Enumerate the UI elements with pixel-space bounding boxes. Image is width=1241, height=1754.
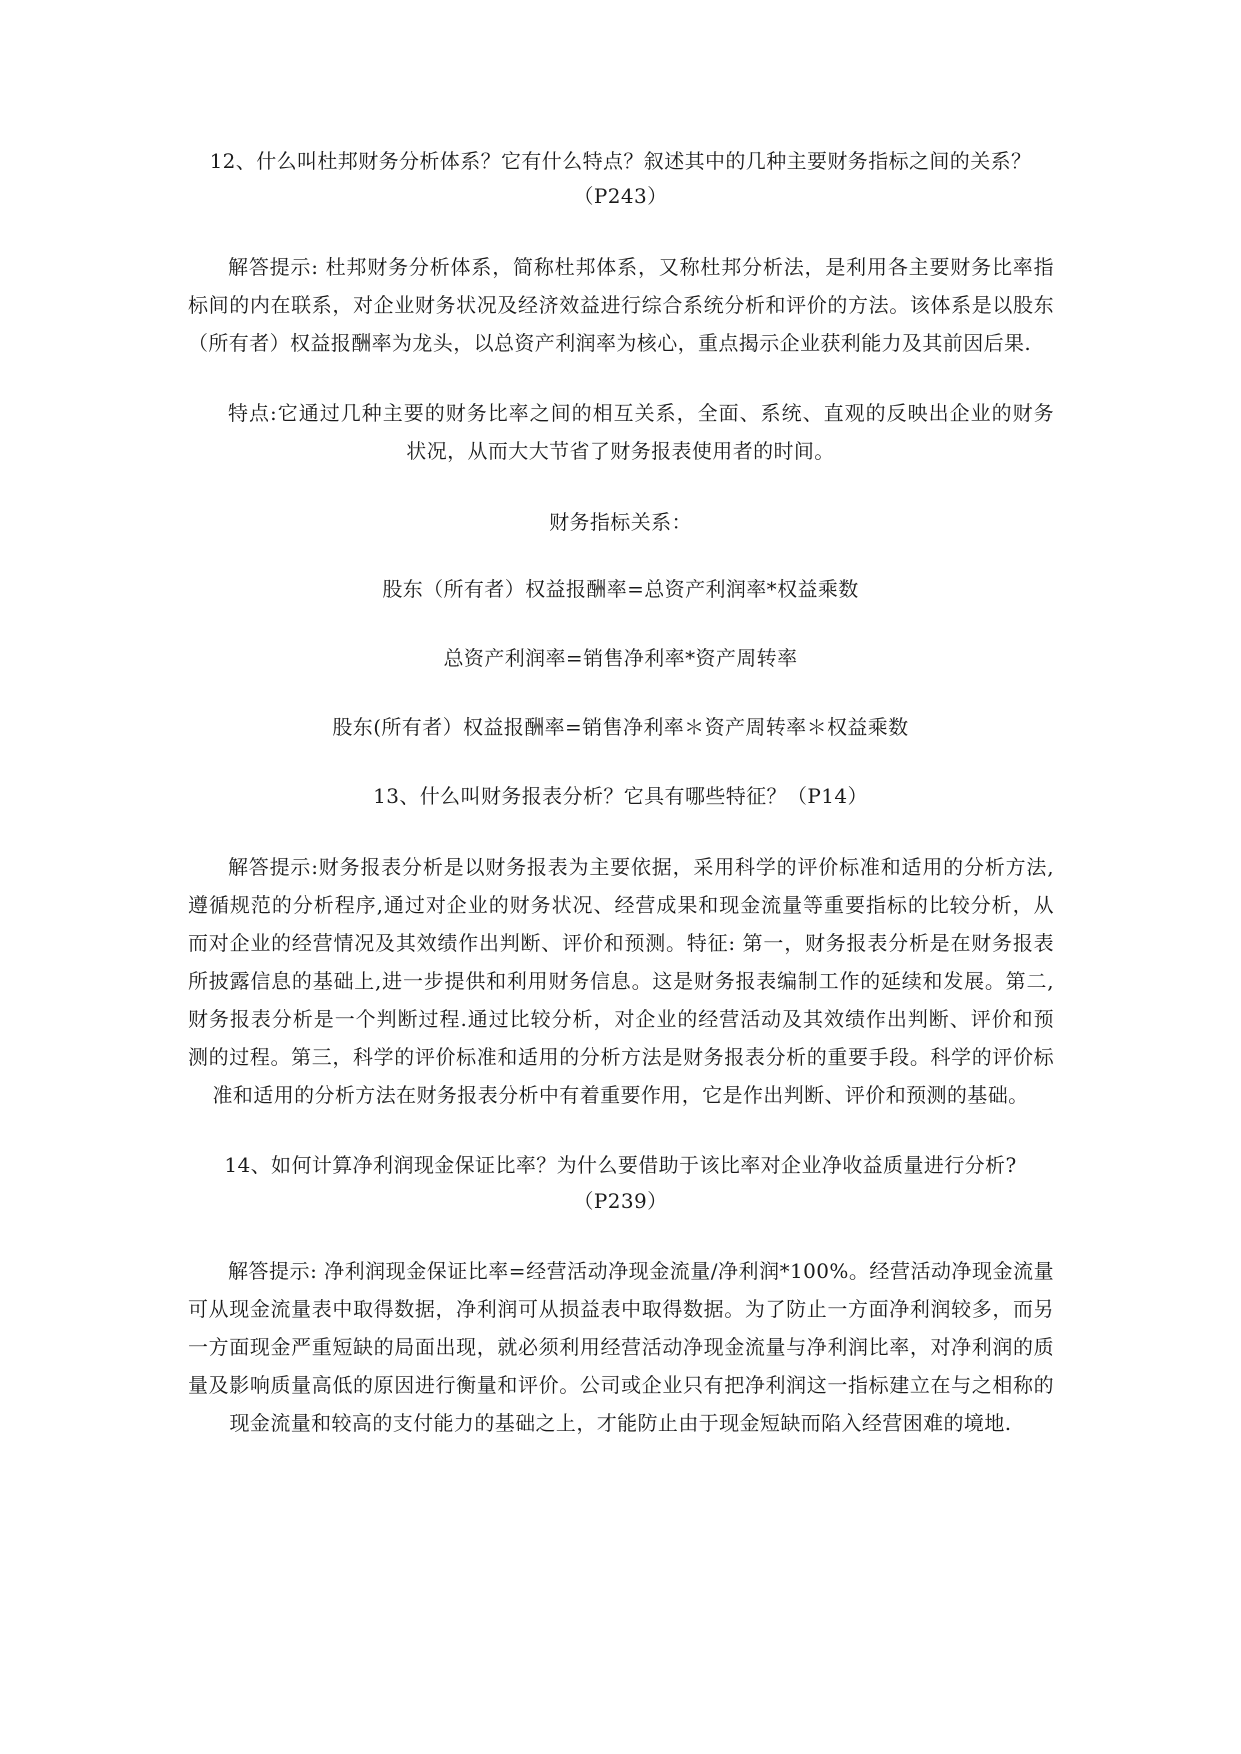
q14-title: 14、如何计算净利润现金保证比率？为什么要借助于该比率对企业净收益质量进行分析? — [224, 1153, 1017, 1177]
q12-page-ref: （P243） — [573, 184, 668, 208]
q13-answer-line-1: 解答提示:财务报表分析是以财务报表为主要依据，采用科学的评价标准和适用的分析方法, — [228, 855, 1054, 879]
q13-answer-line-6: 测的过程。第三，科学的评价标准和适用的分析方法是财务报表分析的重要手段。科学的评价标 — [188, 1045, 1054, 1069]
q12-formula-1: 股东（所有者）权益报酬率=总资产利润率*权益乘数 — [382, 577, 859, 601]
q13-answer-line-4: 所披露信息的基础上,进一步提供和利用财务信息。这是财务报表编制工作的延续和发展。第二, — [188, 969, 1054, 993]
q14-answer-line-3: 一方面现金严重短缺的局面出现，就必须利用经营活动净现金流量与净利润比率，对净利润的质 — [188, 1335, 1054, 1359]
q13-answer-line-2: 遵循规范的分析程序,通过对企业的财务状况、经营成果和现金流量等重要指标的比较分析，从 — [188, 893, 1054, 917]
q12-feature-line-2: 状况，从而大大节省了财务报表使用者的时间。 — [406, 439, 835, 463]
q13-answer-line-3: 而对企业的经营情况及其效绩作出判断、评价和预测。特征: 第一，财务报表分析是在财务报表 — [188, 931, 1054, 955]
q12-formula-2: 总资产利润率=销售净利率*资产周转率 — [443, 646, 798, 670]
q14-page-ref: （P239） — [573, 1189, 668, 1213]
q14-answer-line-4: 量及影响质量高低的原因进行衡量和评价。公司或企业只有把净利润这一指标建立在与之相称的 — [188, 1373, 1054, 1397]
q14-answer-line-5: 现金流量和较高的支付能力的基础之上，才能防止由于现金短缺而陷入经营困难的境地. — [229, 1411, 1012, 1435]
q13-title: 13、什么叫财务报表分析？它具有哪些特征？（P14） — [373, 784, 868, 808]
q12-title: 12、什么叫杜邦财务分析体系？它有什么特点？叙述其中的几种主要财务指标之间的关系？ — [209, 149, 1032, 173]
q12-answer-line-3: （所有者）权益报酬率为龙头，以总资产利润率为核心，重点揭示企业获利能力及其前因后果. — [188, 331, 1032, 355]
q12-relation-heading: 财务指标关系： — [549, 510, 692, 534]
q12-formula-3: 股东(所有者）权益报酬率=销售净利率＊资产周转率＊权益乘数 — [332, 715, 909, 739]
q12-answer-line-1: 解答提示: 杜邦财务分析体系，简称杜邦体系，又称杜邦分析法，是利用各主要财务比率指 — [228, 255, 1054, 279]
q12-answer-line-2: 标间的内在联系，对企业财务状况及经济效益进行综合系统分析和评价的方法。该体系是以股东 — [188, 293, 1054, 317]
q14-answer-line-1: 解答提示: 净利润现金保证比率=经营活动净现金流量/净利润*100%。经营活动净现金流量 — [228, 1259, 1054, 1283]
q13-answer-line-5: 财务报表分析是一个判断过程.通过比较分析，对企业的经营活动及其效绩作出判断、评价和预 — [188, 1007, 1054, 1031]
q13-answer-line-7: 准和适用的分析方法在财务报表分析中有着重要作用，它是作出判断、评价和预测的基础。 — [212, 1083, 1029, 1107]
q12-feature-line-1: 特点:它通过几种主要的财务比率之间的相互关系，全面、系统、直观的反映出企业的财务 — [228, 401, 1054, 425]
q14-answer-line-2: 可从现金流量表中取得数据，净利润可从损益表中取得数据。为了防止一方面净利润较多，而另 — [188, 1297, 1054, 1321]
